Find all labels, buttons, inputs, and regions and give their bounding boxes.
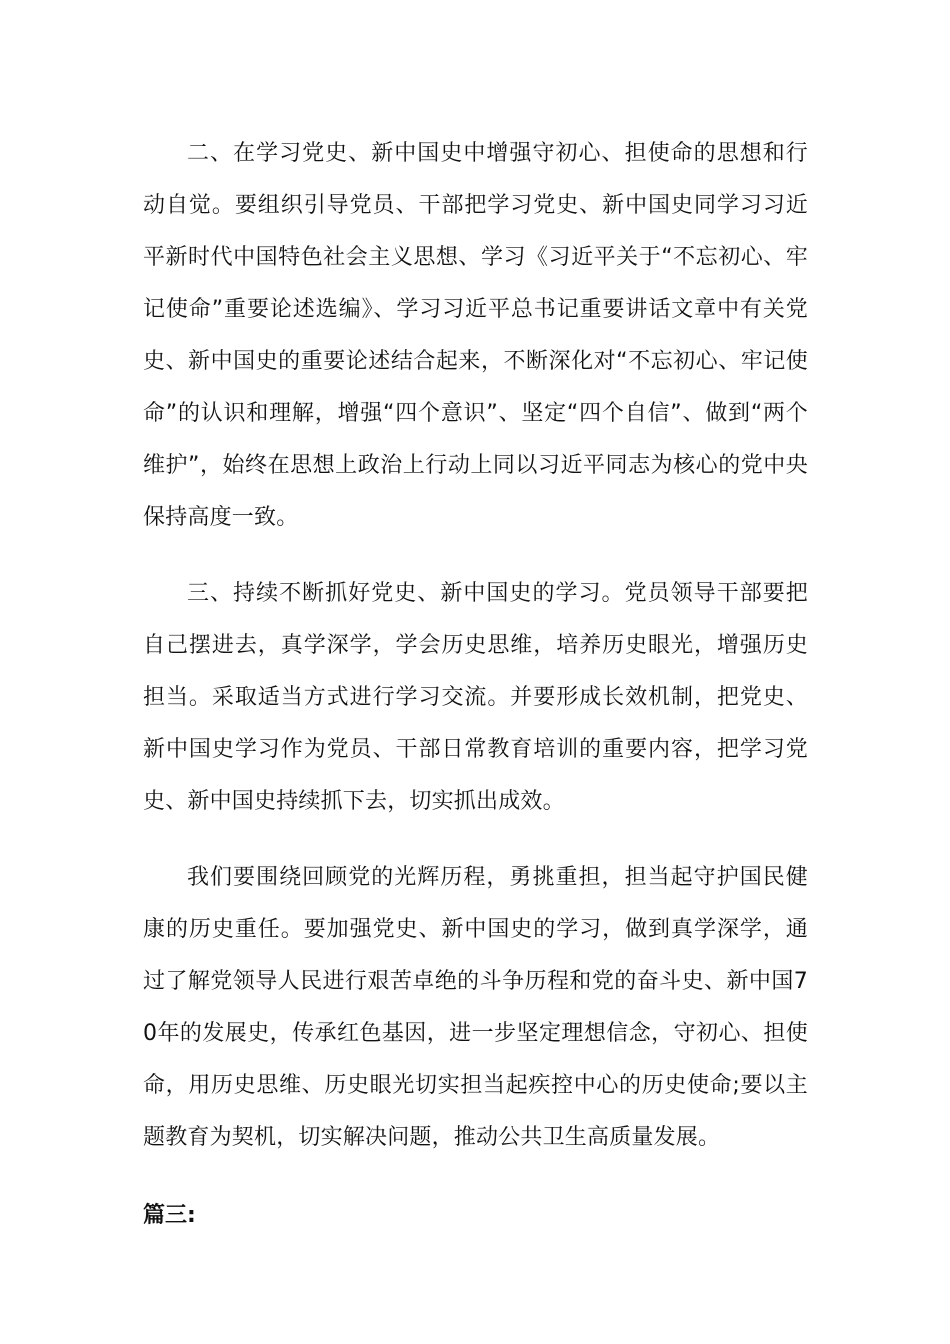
paragraph-two: 二、在学习党史、新中国史中增强守初心、担使命的思想和行动自觉。要组织引导党员、干部把学习党史、新中国史同学习习近平新时代中国特色社会主义思想、学习《习近平关于“不忘初心、牢记使命”重要论述选编》、学习习近平总书记重要讲话文章中有关党史、新中国史的重要论述结合起来，不断深化对“不忘初心、牢记使命”的认识和理解，增强“四个意识”、坚定“四个自信”、做到“两个维护”，始终在思想上政治上行动上同以习近平同志为核心的党中央保持高度一致。 xyxy=(143,141,808,530)
document-page xyxy=(143,128,808,1242)
paragraph-three: 三、持续不断抓好党史、新中国史的学习。党员领导干部要把自己摆进去，真学深学，学会历史思维，培养历史眼光，增强历史担当。采取适当方式进行学习交流。并要形成长效机制，把党史、新中国史学习作为党员、干部日常教育培训的重要内容，把学习党史、新中国史持续抓下去，切实抓出成效。 xyxy=(143,581,808,814)
paragraph-conclusion: 我们要围绕回顾党的光辉历程，勇挑重担，担当起守护国民健康的历史重任。要加强党史、新中国史的学习，做到真学深学，通过了解党领导人民进行艰苦卓绝的斗争历程和党的奋斗史、新中国70年的发展史，传承红色基因，进一步坚定理想信念，守初心、担使命，用历史思维、历史眼光切实担当起疾控中心的历史使命;要以主题教育为契机，切实解决问题，推动公共卫生高质量发展。 xyxy=(143,865,808,1150)
section-heading: 篇三: xyxy=(143,1203,196,1228)
